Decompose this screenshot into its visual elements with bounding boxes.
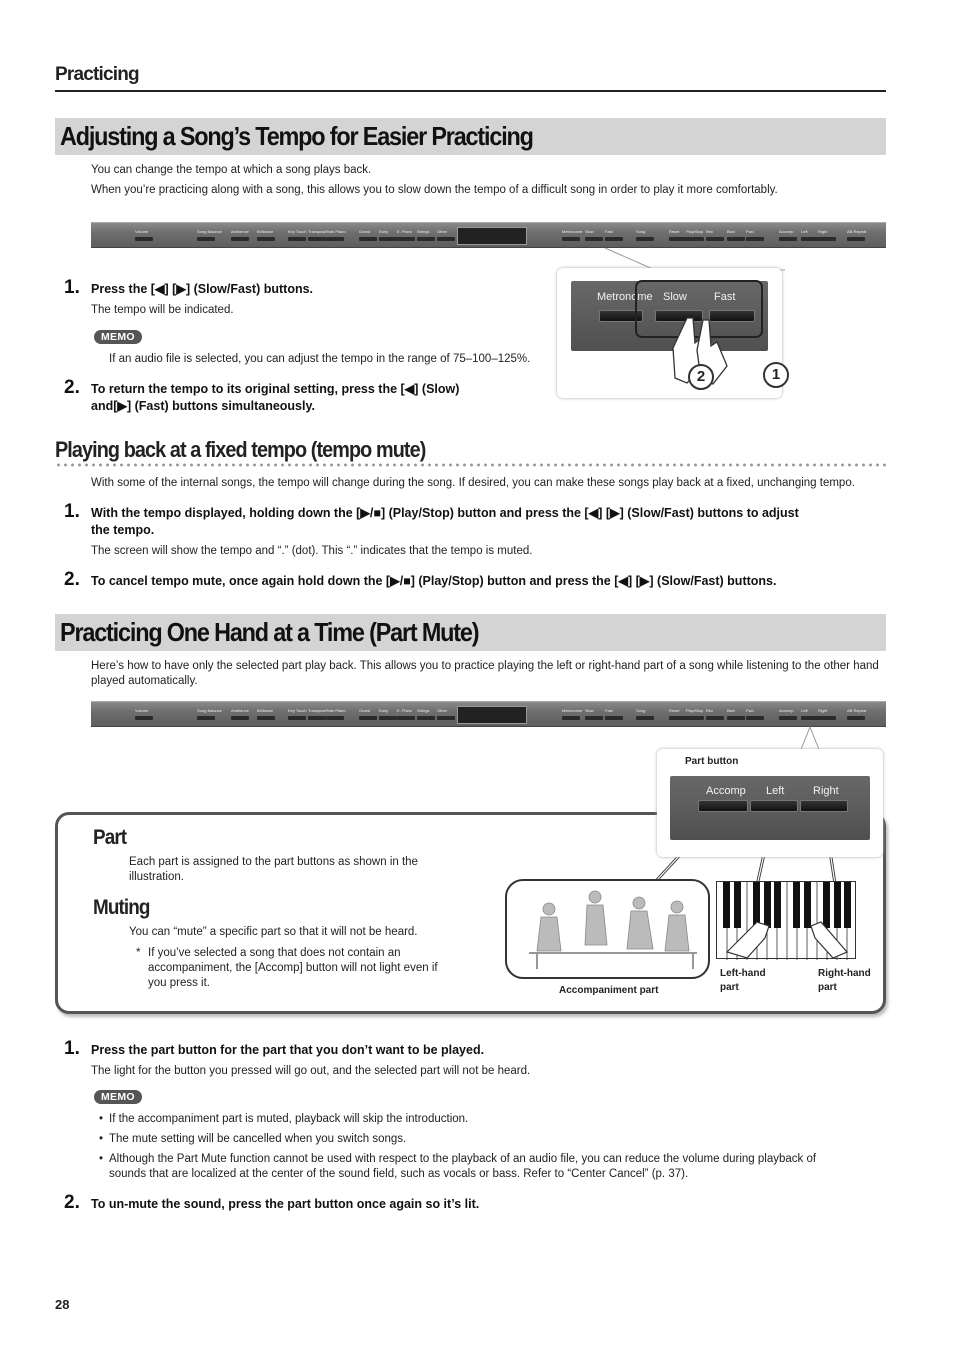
- panel-label: Slow: [585, 229, 594, 234]
- panel-button: [605, 716, 623, 720]
- panel-label: Bwd: [727, 708, 735, 713]
- panel-label: E. Piano: [397, 708, 413, 713]
- panel-label: Early: [379, 708, 389, 713]
- accomp-caption: Accompaniment part: [559, 985, 659, 996]
- step-number: 1.: [64, 277, 80, 298]
- panel-button: [437, 716, 455, 720]
- part-title: Part: [93, 826, 127, 849]
- muting-title: Muting: [93, 896, 150, 919]
- section-label: Practicing: [55, 64, 139, 85]
- page-number: 28: [55, 1297, 70, 1312]
- panel-label: Play/Stop: [686, 229, 704, 234]
- panel-button: [746, 716, 764, 720]
- asterisk-mark: *: [136, 947, 141, 959]
- panel-label: Twin Piano: [326, 708, 346, 713]
- part-mute-intro: Here’s how to have only the selected part play back. This allows you to practice playing the left or right-hand part of a song while listening to the other hand played automatically.: [91, 660, 879, 687]
- panel-label: Fast: [605, 708, 613, 713]
- panel-label: Bwd: [727, 229, 735, 234]
- right-hand-caption-2: part: [818, 982, 837, 993]
- tempo-mute-intro: With some of the internal songs, the tempo will change during the song. If desired, you can make these songs play back at a fixed, unchanging tempo.: [91, 477, 855, 489]
- panel-label: Rec: [706, 229, 714, 234]
- step-text: Press the part button for the part that you don’t want to be played.: [91, 1043, 485, 1057]
- panel-button: [135, 237, 153, 241]
- zoom-slow-label: Slow: [663, 291, 687, 303]
- header-rule: [55, 90, 886, 92]
- step-number: 1.: [64, 1038, 80, 1059]
- zoom-illustration: [557, 268, 782, 398]
- panel-label: Fwd: [746, 708, 754, 713]
- heading-tempo-text: Adjusting a Song’s Tempo for Easier Practicing: [60, 121, 533, 151]
- dotted-rule: [55, 463, 886, 467]
- heading-part-mute-text: Practicing One Hand at a Time (Part Mute): [60, 617, 479, 647]
- tempo-intro-2: When you’re practicing along with a song, this allows you to slow down the tempo of a difficult song in order to play it more comfortably.: [91, 184, 778, 196]
- panel-label: Transpose: [308, 229, 327, 234]
- panel-button: [437, 237, 455, 241]
- heading-part-mute: [55, 614, 886, 651]
- panel-button: [359, 237, 377, 241]
- panel-button: [801, 237, 819, 241]
- accomp-label: Accomp: [706, 785, 746, 797]
- bullet-text-3: Although the Part Mute function cannot be used with respect to the playback of an audio file, you can reduce the volume during playback of: [109, 1153, 817, 1165]
- panel-label: Rec: [706, 708, 714, 713]
- bullet-text-1: If the accompaniment part is muted, playback will skip the introduction.: [109, 1113, 469, 1125]
- ensemble-illustration: [505, 879, 710, 979]
- panel-label: Accomp: [779, 708, 794, 713]
- panel-button: [397, 237, 415, 241]
- panel-label: Early: [379, 229, 389, 234]
- panel-label: Fast: [605, 229, 613, 234]
- panel-label: Grand: [359, 229, 371, 234]
- panel-label: Slow: [585, 708, 594, 713]
- panel-button: [801, 716, 819, 720]
- right-button: [800, 800, 848, 812]
- heading-tempo: [55, 118, 886, 155]
- step-number: 2.: [64, 1192, 80, 1213]
- panel-label: Song Balance: [197, 229, 222, 234]
- panel-button: [231, 716, 249, 720]
- memo-badge: MEMO: [94, 330, 142, 344]
- panel-label: Accomp: [779, 229, 794, 234]
- note-line1: If you’ve selected a song that does not contain an: [148, 947, 401, 959]
- memo-text: If an audio file is selected, you can adjust the tempo in the range of 75–100–125%.: [109, 353, 531, 365]
- panel-label: Other: [437, 708, 448, 713]
- right-hand-caption-1: Right-hand: [818, 968, 871, 979]
- panel-button: [197, 237, 215, 241]
- bullet-mark: •: [99, 1153, 104, 1165]
- bullet-mark: •: [99, 1133, 104, 1145]
- panel-button: [847, 237, 865, 241]
- panel-label: Right: [818, 708, 828, 713]
- zoom-fast-label: Fast: [714, 291, 736, 303]
- panel-button: [727, 716, 745, 720]
- panel-label: Play/Stop: [686, 708, 704, 713]
- panel-button: [818, 237, 836, 241]
- tempo-intro-1: You can change the tempo at which a song plays back.: [91, 164, 372, 176]
- step-number: 1.: [64, 501, 80, 522]
- panel-button: [379, 237, 397, 241]
- muting-text: You can “mute” a specific part so that it will not be heard.: [129, 926, 418, 938]
- panel-button: [197, 716, 215, 720]
- panel-label: Song: [636, 229, 646, 234]
- zoom-metronome-label: Metronome: [597, 291, 653, 303]
- panel-label: Reset: [669, 229, 680, 234]
- left-hand-caption-2: part: [720, 982, 739, 993]
- panel-label: Brilliance: [257, 229, 274, 234]
- musicians-icon: [507, 881, 708, 977]
- part-panel: [670, 776, 870, 840]
- panel-button: [417, 237, 435, 241]
- panel-button: [379, 716, 397, 720]
- part-button-zoom: [657, 749, 883, 857]
- panel-button: [847, 716, 865, 720]
- panel-button: [818, 716, 836, 720]
- panel-button: [562, 716, 580, 720]
- bullet-text-2: The mute setting will be cancelled when you switch songs.: [109, 1133, 407, 1145]
- panel-label: Volume: [135, 708, 149, 713]
- panel-label: Ambience: [231, 229, 249, 234]
- left-label: Left: [766, 785, 785, 797]
- panel-label: Grand: [359, 708, 371, 713]
- panel-label: Metronome: [562, 229, 583, 234]
- panel-label: Metronome: [562, 708, 583, 713]
- note-line3: you press it.: [148, 977, 210, 989]
- panel-label: AB Repeat: [847, 708, 867, 713]
- bullet-mark: •: [99, 1113, 104, 1125]
- panel-button: [397, 716, 415, 720]
- panel-button: [669, 716, 687, 720]
- panel-label: Brilliance: [257, 708, 274, 713]
- panel-button: [326, 237, 344, 241]
- panel-label: AB Repeat: [847, 229, 867, 234]
- keyboard-illustration: [716, 881, 856, 959]
- panel-label: Twin Piano: [326, 229, 346, 234]
- panel-button: [288, 716, 306, 720]
- step-note: The screen will show the tempo and “.” (dot). This “.” indicates that the tempo is muted.: [91, 545, 533, 557]
- part-text-line1: Each part is assigned to the part buttons as shown in the: [129, 856, 418, 868]
- panel-label: Reset: [669, 708, 680, 713]
- step-number: 2.: [64, 569, 80, 590]
- panel-label: Strings: [417, 708, 430, 713]
- panel-label: Song Balance: [197, 708, 222, 713]
- panel-button: [257, 716, 275, 720]
- panel-button: [417, 716, 435, 720]
- panel-label: Left: [801, 229, 808, 234]
- panel-display: [457, 227, 527, 245]
- step-text-line1: To return the tempo to its original setting, press the [◀] (Slow): [91, 382, 460, 396]
- panel-label: Transpose: [308, 708, 327, 713]
- step-note: The light for the button you pressed will go out, and the selected part will not be heard.: [91, 1065, 531, 1077]
- step-text-line2: and[▶] (Fast) buttons simultaneously.: [91, 399, 315, 413]
- step-number: 2.: [64, 377, 80, 398]
- panel-button: [585, 716, 603, 720]
- panel-label: Fwd: [746, 229, 754, 234]
- panel-label: Left: [801, 708, 808, 713]
- step-text-line1: With the tempo displayed, holding down the [▶/■] (Play/Stop) button and press the [◀] [▶] (Slow/Fast) buttons to adjust: [91, 506, 799, 520]
- callout-2: 2: [688, 364, 714, 390]
- panel-label: Right: [818, 229, 828, 234]
- panel-display: [457, 706, 527, 724]
- memo-badge: MEMO: [94, 1090, 142, 1104]
- accomp-button: [698, 800, 748, 812]
- panel-label: Other: [437, 229, 448, 234]
- part-button-caption: Part button: [685, 756, 739, 767]
- panel-label: Key Touch: [288, 708, 307, 713]
- right-label: Right: [813, 785, 839, 797]
- panel-button: [308, 237, 326, 241]
- panel-button: [135, 716, 153, 720]
- panel-button: [308, 716, 326, 720]
- panel-button: [706, 716, 724, 720]
- callout-1: 1: [763, 362, 789, 388]
- panel-label: Volume: [135, 229, 149, 234]
- keyboard-keys-icon: [717, 882, 857, 960]
- panel-button: [257, 237, 275, 241]
- step-text-line2: the tempo.: [91, 523, 155, 537]
- panel-button: [231, 237, 249, 241]
- panel-button: [326, 716, 344, 720]
- heading-tempo-mute: Playing back at a fixed tempo (tempo mute): [55, 437, 426, 462]
- step-note: The tempo will be indicated.: [91, 304, 234, 316]
- panel-label: E. Piano: [397, 229, 413, 234]
- panel-button: [636, 716, 654, 720]
- step-text: To cancel tempo mute, once again hold down the [▶/■] (Play/Stop) button and press the [◀] [▶] (Slow/Fast) buttons.: [91, 574, 777, 588]
- bullet-text-3-cont: sounds that are localized at the center of the sound field, such as vocals or bass. Refer to “Center Cancel” (p. 37).: [109, 1168, 689, 1180]
- panel-label: Strings: [417, 229, 430, 234]
- panel-button: [359, 716, 377, 720]
- step-text: To un-mute the sound, press the part button once again so it’s lit.: [91, 1197, 480, 1211]
- step-text: Press the [◀] [▶] (Slow/Fast) buttons.: [91, 282, 314, 296]
- panel-button: [686, 716, 704, 720]
- left-hand-caption-1: Left-hand: [720, 968, 766, 979]
- panel-label: Ambience: [231, 708, 249, 713]
- note-line2: accompaniment, the [Accomp] button will not light even if: [148, 962, 438, 974]
- panel-button: [288, 237, 306, 241]
- part-text-line2: illustration.: [129, 871, 184, 883]
- panel-label: Song: [636, 708, 646, 713]
- left-button: [750, 800, 798, 812]
- panel-button: [779, 716, 797, 720]
- panel-label: Key Touch: [288, 229, 307, 234]
